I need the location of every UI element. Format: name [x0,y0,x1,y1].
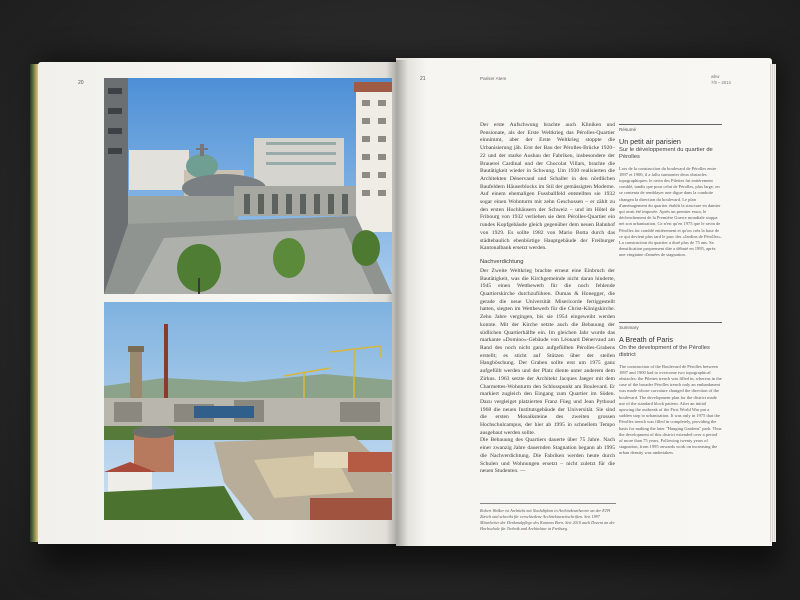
page-number-left: 20 [78,80,84,86]
third-paragraph: Die Bebauung des Quartiers dauerte über 75 Jahre. Nach einer zwanzig Jahre dauernden Stagnation begann ab 1995 die Nachverdichtung. Die Fabriken werden heute durch Schulen und Wohnungen ersetzt – nicht zuletzt für die neuen Studenten. — [480,437,615,475]
author-bio: Robert Walker ist Architekt mit Nachdiplom in Architekturtheorie an der ETH Zürich und schreibt für verschiedene Architekturzeitschriften. Seit 1997 Mitarbeiter der Denkmalpflege des Kantons Bern. Seit 2010 auch Dozent an der Hochschule für Technik und Architektur in Freiburg. [480,508,615,531]
summary-en-rule [619,322,722,323]
running-head-journal [711,74,731,86]
second-paragraph: Der Zweite Weltkrieg brachte erneut eine Einbruch der Bautätigkeit, was die Kirchgemeinde nicht daran hinderte, 1945 einen Wettbewerb für die noch fehlende Quartierskirche durchzuführen. Dumas & Honegger, die gerade die neue Universität Misericorde fertiggestellt hatten, siegten im Wettbewerb für die Christ-Königskirche. Zehn Jahre vergingen, bis sie 1954 eingeweiht werden konnte. Mit der Kirche setzte auch die Bebauung der südlichen Quartierhälfte ein. Im gleichen Jahr wurde das markante «Domino»-Gebäude von Léonard Dénervaud am Rand des noch nicht ganz aufgefüllten Pérolles-Grabens erstellt; es sticht auf Stützen über der steilen Hangböschung. Der Graben sollte erst um 1975 ganz aufgefüllt werden und der Platz diente unter anderem dem Zirkus. 1963 setzte der Architekt Jacques Jaeger mit dem Charmettes-Wohnturm den Schlusspunkt am Boulevard. Er markiert zugleich den Eingang zum Quartier im Süden. Dazu vergleiget platzierten Franz Füeg und Jean Pythoud 1968 die neuen Institutsgebäude der Universität. Sie sind die ersten Mosaiksteine des zweiten grossen Hochschulcampus, der hier ab 1995 in schnellem Tempo ausgebaut werden sollte. [480,267,615,436]
summary-fr-title: Un petit air parisien [619,137,681,146]
summary-en-subtitle: On the development of the Pérolles district [619,344,710,358]
photo-top [104,78,392,294]
summary-fr-subtitle: Sur le développement du quartier de Pérolles [619,146,713,160]
article-column [480,122,615,476]
section-heading: Nachverdichtung [480,258,524,265]
photo-bottom [104,302,392,520]
summary-en-title: A Breath of Paris [619,335,673,344]
bio-divider [480,503,616,504]
journal-name: wbw [711,74,720,79]
summary-en [619,322,722,457]
summary-fr [619,124,722,259]
summary-fr-label: Résumé [619,127,637,132]
summary-en-text: The construction of the Boulevard de Pérolles between 1897 and 1900 had to overcome two topographical obstacles: the Pilettes trench was filled in, whereas in the case of the broader Pérolles trench only an embankment was made whose curvature changed the direction of the boulevard. The development plan for the district made use of the standard block pattern. After an initial upswing the outbreak of the First World War put a sudden stop to urbanisation. It was only in 1975 that the Pérolles trench was filled in completely, providing the basis for making the later "Hanging Gardens" park. Thus the development of this district extended over a period of more than 75 years. Following twenty years of stagnation, from 1995 onwards work on increasing the urban density was undertaken. [619,363,722,456]
summary-fr-rule [619,124,722,125]
summary-fr-text: Lors de la construction du boulevard de Pérolles entre 1897 et 1900, il a fallu surmonter deux obstacles topographiques: le ravin des Pilettes fut entièrement comblé, tandis que pour celui de Pérolles, plus large, on se contenta de remblayer une digue dans la conduite changea la direction du boulevard. Le plan d'aménagement du quartier établit la structure en damier qui avait été imposée. Après un premier essor, le déclenchement de la Première Guerre mondiale stoppa net son urbanisation. Ce n'est qu'en 1975 que le ravin de Pérolles fut comblé entièrement et qu'on créa la base de ce qui devient plus tard le parc des «Jardins de Pérolles». La construction du quartier a duré plus de 75 ans. Sa densification proprement dite a débuté en 1995, après une vingtaine d'années de stagnation. [619,165,722,258]
issue-number: 7/8 – 2014 [711,80,731,85]
running-head-title: Pariser Atem [480,76,507,81]
page-number-right: 21 [420,76,426,82]
intro-paragraph: Der erste Aufschwung brachte auch Kliniken und Pensionate, als der Erste Weltkrieg das Pérolles-Quartier einnimmt, aber der Erste Weltkrieg stoppte die Urbanisierung jäh. Erst der Bau der Pérolles-Brücke 1920–22 und der starke Ausbau der Fabriken, insbesondere der Brauerei Cardinal und der Chocolat Villars, brachte die Bautätigkeit wieder in Schwung. Um 1930 realisierten die Architekten Dénervaud und Schaller in den nördlichen Baufeldern Häuserblocks im Stil der gemässigten Moderne. Auf einem ehemaligen Fussballfeld entstellten sie 1932 sogar einen Wohnturm mit zehn Geschossen – er zählt zu den ersten Hochhäusern der Schweiz – und im Hôtel de Fribourg von 1932 verliehen sie dem Pérolles-Quartier ein rundes Kopfgebäude gleich gegenüber dem neuen Bahnhof von 1929. Es sollte 1982 von Mario Botta durch das städtebaulich ebenbürtige Hauptgebäude der Freiburger Kantonalbank ersetzt werden. [480,122,615,252]
summary-en-label: Summary [619,325,639,330]
page-stack-edge [770,64,776,542]
